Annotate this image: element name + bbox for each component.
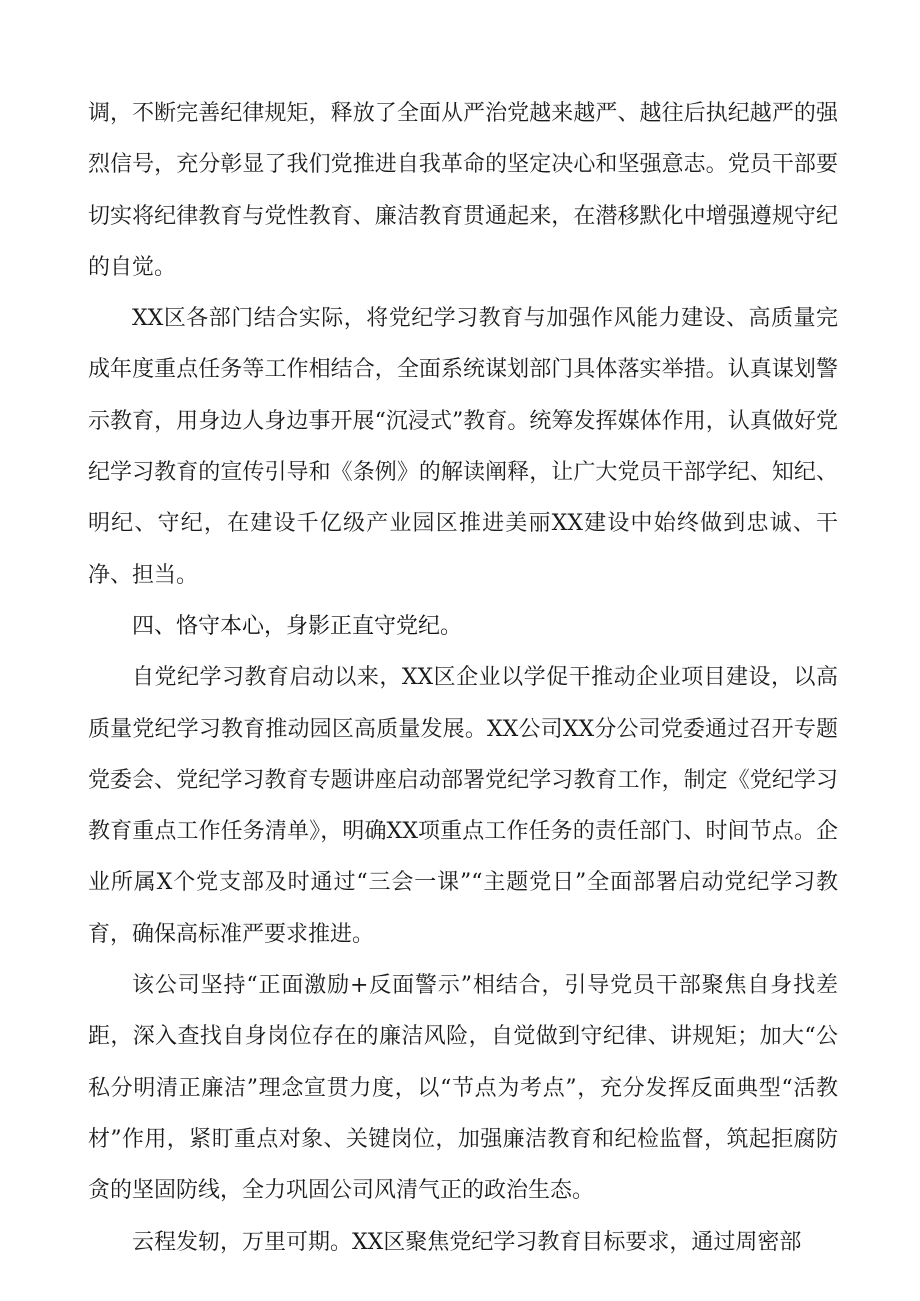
paragraph-enterprise: 自党纪学习教育启动以来，XX区企业以学促干推动企业项目建设，以高质量党纪学习教育推动园区高质量发展。XX公司XX分公司党委通过召开专题党委会、党纪学习教育专题讲座启动部署党纪学习教育工作，制定《党纪学习教育重点工作任务清单》，明确XX项重点工作任务的责任部门、时间节点。企业所属X个党支部及时通过“三会一课”“主题党日”全面部署启动党纪学习教育，确保高标准严要求推进。 bbox=[88, 665, 838, 947]
section-heading-four: 四、恪守本心，身影正直守党纪。 bbox=[132, 613, 463, 639]
paragraph-company-measures: 该公司坚持“正面激励+反面警示”相结合，引导党员干部聚焦自身找差距，深入查找自身岗位存在的廉洁风险，自觉做到守纪律、讲规矩；加大“公私分明清正廉洁”理念宣贯力度，以“节点为考点”，充分发挥反面典型“活教材”作用，紧盯重点对象、关键岗位，加强廉洁教育和纪检监督，筑起拒腐防贪的坚固防线，全力巩固公司风清气正的政治生态。 bbox=[88, 973, 838, 1204]
document-body bbox=[88, 88, 838, 1268]
paragraph-departments: XX区各部门结合实际，将党纪学习教育与加强作风能力建设、高质量完成年度重点任务等工作相结合，全面系统谋划部门具体落实举措。认真谋划警示教育，用身边人身边事开展“沉浸式”教育。统筹发挥媒体作用，认真做好党纪学习教育的宣传引导和《条例》的解读阐释，让广大党员干部学纪、知纪、明纪、守纪，在建设千亿级产业园区推进美丽XX建设中始终做到忠诚、干净、担当。 bbox=[88, 306, 838, 588]
paragraph-conclusion-start: 云程发轫，万里可期。XX区聚焦党纪学习教育目标要求，通过周密部 bbox=[132, 1229, 802, 1255]
paragraph-continuation: 调，不断完善纪律规矩，释放了全面从严治党越来越严、越往后执纪越严的强烈信号，充分彰显了我们党推进自我革命的坚定决心和坚强意志。党员干部要切实将纪律教育与党性教育、廉洁教育贯通起来，在潜移默化中增强遵规守纪的自觉。 bbox=[88, 101, 838, 280]
